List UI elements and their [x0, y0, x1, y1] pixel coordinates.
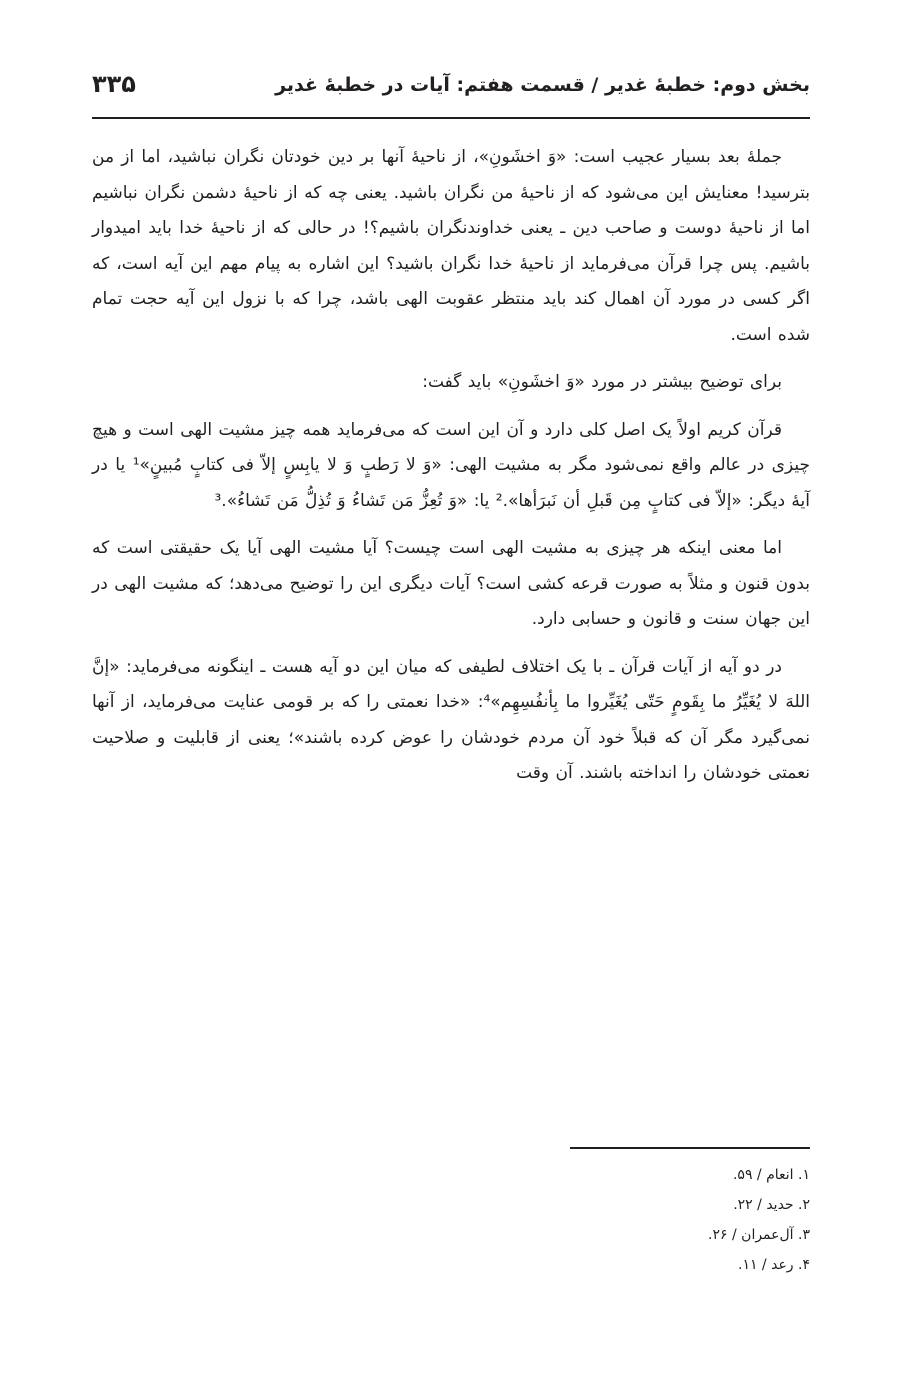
- footnote-1: ۱. انعام / ۵۹.: [732, 1167, 810, 1183]
- paragraph-1: جملهٔ بعد بسیار عجیب است: «وَ اخشَونِ»، از ناحیهٔ آنها بر دین خودتان نگران نباشید، اما از من بترسید! معنایش این می‌شود که از ناحیهٔ من نگران باشید. یعنی چه که از ناحیهٔ دشمن نگران نباشیم اما از ناحیهٔ دوست و صاحب دین ـ یعنی خداوندنگران باشیم؟! در حالی که از ناحیهٔ خدا باید امیدوار باشیم. پس چرا قرآن می‌فرماید از ناحیهٔ خدا نگران باشید؟ این اشاره به پیام مهم این آیه است، که اگر کسی در مورد آن اهمال کند باید منتظر عقوبت الهی باشد، چرا که با نزول این آیه حجت تمام شده است.: [92, 147, 810, 345]
- page-number: ۳۳۵: [92, 70, 136, 98]
- paragraph-5: در دو آیه از آیات قرآن ـ با یک اختلاف لطیفی که میان این دو آیه هست ـ اینگونه می‌فرماید: «إنَّ اللهَ لا یُغَیِّرُ ما بِقَومٍ حَتّی یُغَیِّروا ما بِأنفُسِهِم»⁴: «خدا نعمتی را که بر قومی عنایت می‌فرماید، از آنها نمی‌گیرد مگر آن که قبلاً خود آن مردم خودشان را عوض کرده باشند»؛ یعنی از قابلیت و صلاحیت نعمتی خودشان را انداخته باشند. آن وقت: [92, 656, 810, 783]
- footnote-4: ۴. رعد / ۱۱.: [737, 1257, 810, 1273]
- footnote-rule: [570, 1147, 810, 1149]
- header-rule: [92, 117, 810, 119]
- footnotes: [500, 1160, 810, 1280]
- paragraph-2: برای توضیح بیشتر در مورد «وَ اخشَونِ» باید گفت:: [422, 372, 782, 392]
- paragraph-3: قرآن کریم اولاً یک اصل کلی دارد و آن این است که می‌فرماید همه چیز مشیت الهی است و هیچ چیزی در عالم واقع نمی‌شود مگر به مشیت الهی: «وَ لا رَطبٍ وَ لا یابِسٍ إلاّ فی کتابٍ مُبینٍ»¹ یا در آیهٔ دیگر: «إلاّ فی کتابٍ مِن قَبلِ أن نَبرَأها».² یا: «وَ تُعِزُّ مَن تَشاءُ وَ تُذِلُّ مَن تَشاءُ».³: [92, 419, 810, 511]
- paragraph-4: اما معنی اینکه هر چیزی به مشیت الهی است چیست؟ آیا مشیت الهی آیا یک حقیقتی است که بدون قنون و مثلاً به صورت قرعه کشی است؟ آیات دیگری این را توضیح می‌دهد؛ که مشیت الهی در این جهان سنت و قانون و حسابی دارد.: [92, 538, 810, 629]
- body-text: [92, 140, 810, 792]
- page-header: [92, 66, 810, 114]
- running-head: بخش دوم: خطبهٔ غدیر / قسمت هفتم: آیات در خطبهٔ غدیر: [275, 74, 810, 96]
- footnote-3: ۳. آل‌عمران / ۲۶.: [708, 1227, 810, 1243]
- footnote-2: ۲. حدید / ۲۲.: [733, 1197, 810, 1213]
